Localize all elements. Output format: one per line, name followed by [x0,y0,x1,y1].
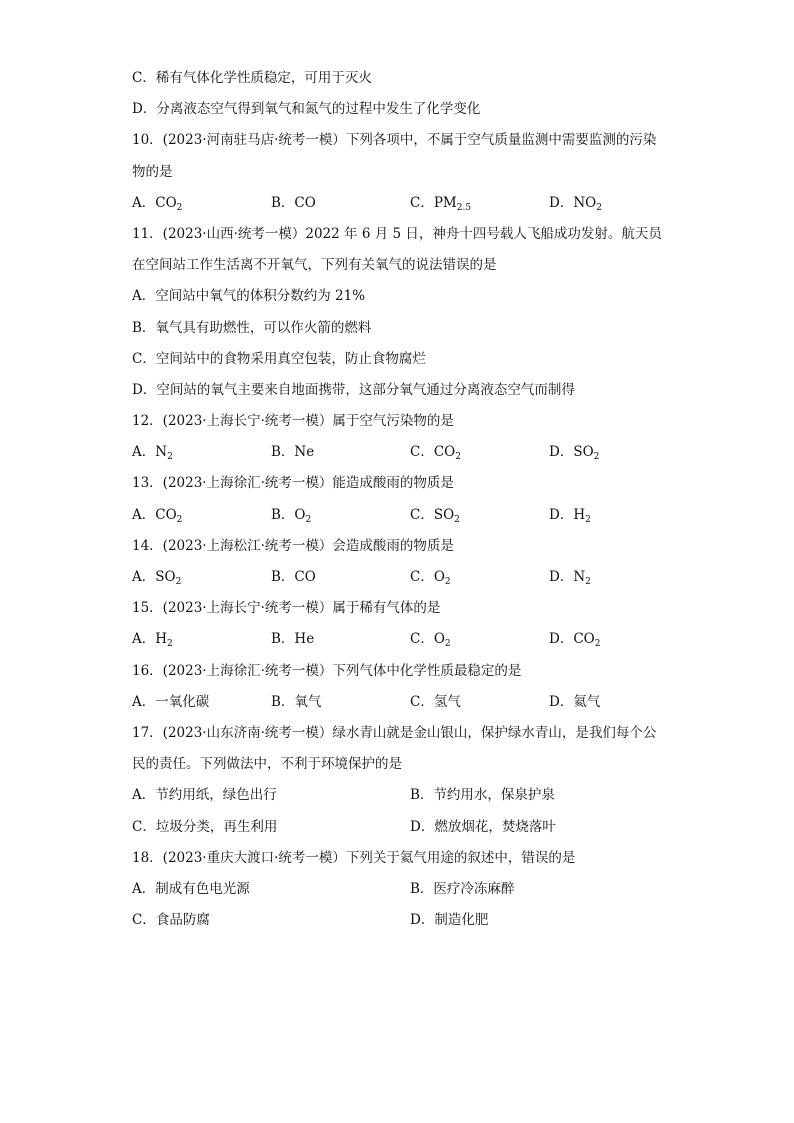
option-text: O [433,569,445,585]
option-text: PM [433,194,457,211]
option-text: Ne [294,444,315,461]
text-line: 17．(2023·山东济南·统考一模）绿水青山就是金山银山，保护绿水青山，是我们每个公 [132,724,657,741]
options-row [132,562,692,593]
option-item [410,687,549,718]
options-row [132,500,692,531]
option-subscript: 2 [167,452,173,463]
option-item [271,562,410,593]
option-text: 节约用水，保泉护泉 [433,787,555,804]
option-item [271,437,410,468]
option-item [410,874,688,905]
option-subscript: 2 [585,577,591,587]
option-text: 垃圾分类，再生利用 [155,818,278,835]
option-subscript: 2 [594,639,601,650]
option-item [549,562,688,593]
option-item [549,188,688,219]
option-subscript: 2 [444,639,451,650]
options-row [132,624,692,655]
option-label: A． [132,569,156,585]
option-item [132,812,410,843]
option-text: O [294,506,306,523]
option-label: B． [271,631,295,648]
text-line: 在空间站工作生活离不开氧气，下列有关氧气的说法错误的是 [132,257,497,274]
text-line: 物的是 [132,163,173,180]
option-label: B． [271,569,295,585]
option-text: CO [155,506,177,523]
option-text: 燃放烟花，焚烧落叶 [434,818,556,835]
option-text: N [573,569,586,585]
option-text: SO [573,444,594,461]
text-line: 10．(2023·河南驻马店·统考一模）下列各项中，不属于空气质量监测中需要监测的污染 [132,132,657,149]
option-label: B． [271,506,295,523]
option-text: 食品防腐 [155,912,210,929]
option-label: D． [549,631,574,648]
option-text: NO [573,194,597,211]
options-row [132,188,692,219]
option-label: D． [549,569,574,585]
option-item [410,812,688,843]
option-text: CO [573,631,595,648]
option-label: D． [410,818,435,835]
text-line: A．空间站中氧气的体积分数约为 21% [132,288,366,305]
option-item [410,188,549,219]
option-item [549,500,688,531]
text-line: 14．(2023·上海松江·统考一模）会造成酸雨的物质是 [132,537,454,554]
text-line: 18．(2023·重庆大渡口·统考一模）下列关于氦气用途的叙述中，错误的是 [132,849,576,866]
option-text: 氦气 [573,693,601,710]
option-item [549,437,688,468]
option-subscript: 2 [585,514,591,525]
option-item [132,905,410,936]
option-subscript: 2 [305,514,312,525]
options-row [132,905,692,936]
option-label: A． [132,880,156,897]
options-row [132,437,692,468]
option-text: CO [294,569,316,585]
option-label: C． [410,569,434,585]
option-text: CO [433,444,456,461]
option-text: 一氧化碳 [155,693,210,710]
option-item [271,188,410,219]
text-line: 11．(2023·山西·统考一模）2022 年 6 月 5 日，神舟十四号载人飞船成功发射。航天员 [132,225,662,242]
text-line: C．空间站中的食物采用真空包装，防止食物腐烂 [132,350,426,367]
option-item [132,437,271,468]
option-item [410,905,688,936]
text-line: C．稀有气体化学性质稳定，可用于灭火 [132,70,372,86]
option-subscript: 2 [455,452,461,463]
option-item [549,624,688,655]
option-subscript: 2 [167,639,173,650]
text-line: 12．(2023·上海长宁·统考一模）属于空气污染物的是 [132,413,454,430]
text-line: 民的责任。下列做法中，不利于环境保护的是 [132,756,402,773]
option-label: B． [410,880,434,897]
option-label: A． [132,506,156,523]
option-label: A． [132,631,156,648]
option-text: 氢气 [433,693,461,710]
option-subscript: 2 [175,577,182,587]
option-subscript: 2 [596,202,602,213]
option-subscript: 2.5 [456,202,472,213]
option-item [132,188,271,219]
option-label: A． [132,444,156,461]
options-row [132,874,692,905]
option-label: D． [549,444,574,461]
option-text: 制成有色电光源 [155,880,250,897]
text-line: 13．(2023·上海徐汇·统考一模）能造成酸雨的物质是 [132,475,454,492]
option-text: 制造化肥 [434,912,489,929]
option-label: A． [132,693,156,710]
option-item [410,562,549,593]
option-subscript: 2 [454,514,460,525]
option-label: B． [271,194,295,211]
option-label: B． [271,444,295,461]
text-line: 16．(2023·上海徐汇·统考一模）下列气体中化学性质最稳定的是 [132,662,522,679]
option-label: C． [410,194,434,211]
option-subscript: 2 [593,452,600,463]
option-text: He [294,631,315,648]
option-item [271,687,410,718]
option-label: A． [132,787,156,804]
option-label: B． [271,693,295,710]
option-item [132,500,271,531]
option-item [410,437,549,468]
option-text: N [155,444,168,461]
option-item [132,562,271,593]
option-item [132,780,410,811]
option-label: C． [410,693,434,710]
option-text: 节约用纸，绿色出行 [155,787,277,804]
option-label: C． [132,912,156,929]
option-label: C． [410,444,434,461]
option-label: D． [410,912,435,929]
option-text: 氧气 [294,693,322,710]
text-line: D．分离液态空气得到氧气和氮气的过程中发生了化学变化 [132,101,481,118]
option-text: SO [433,506,455,523]
option-subscript: 2 [176,514,183,525]
option-text: CO [155,194,177,211]
option-subscript: 2 [176,202,183,213]
option-item [410,624,549,655]
option-text: 医疗冷冻麻醉 [433,880,515,897]
text-line: D．空间站的氧气主要来自地面携带，这部分氧气通过分离液态空气而制得 [132,381,575,398]
option-label: C． [410,506,434,523]
question-content [132,63,692,936]
option-item [549,687,688,718]
option-item [410,780,688,811]
option-item [132,624,271,655]
option-label: C． [410,631,434,648]
options-row [132,812,692,843]
text-line: B．氧气具有助燃性，可以作火箭的燃料 [132,319,372,336]
options-row [132,687,692,718]
option-text: O [433,631,445,648]
option-text: H [573,506,586,523]
option-label: D． [549,693,574,710]
option-item [132,687,271,718]
option-label: D． [549,194,574,211]
option-item [271,624,410,655]
option-label: D． [549,506,574,523]
option-label: A． [132,194,156,211]
option-text: CO [294,194,316,211]
option-item [271,500,410,531]
text-line: 15．(2023·上海长宁·统考一模）属于稀有气体的是 [132,600,441,617]
option-item [410,500,549,531]
option-label: B． [410,787,434,804]
option-text: SO [155,569,176,585]
option-subscript: 2 [444,577,451,587]
option-item [132,874,410,905]
options-row [132,780,692,811]
option-label: C． [132,818,156,835]
option-text: H [155,631,168,648]
